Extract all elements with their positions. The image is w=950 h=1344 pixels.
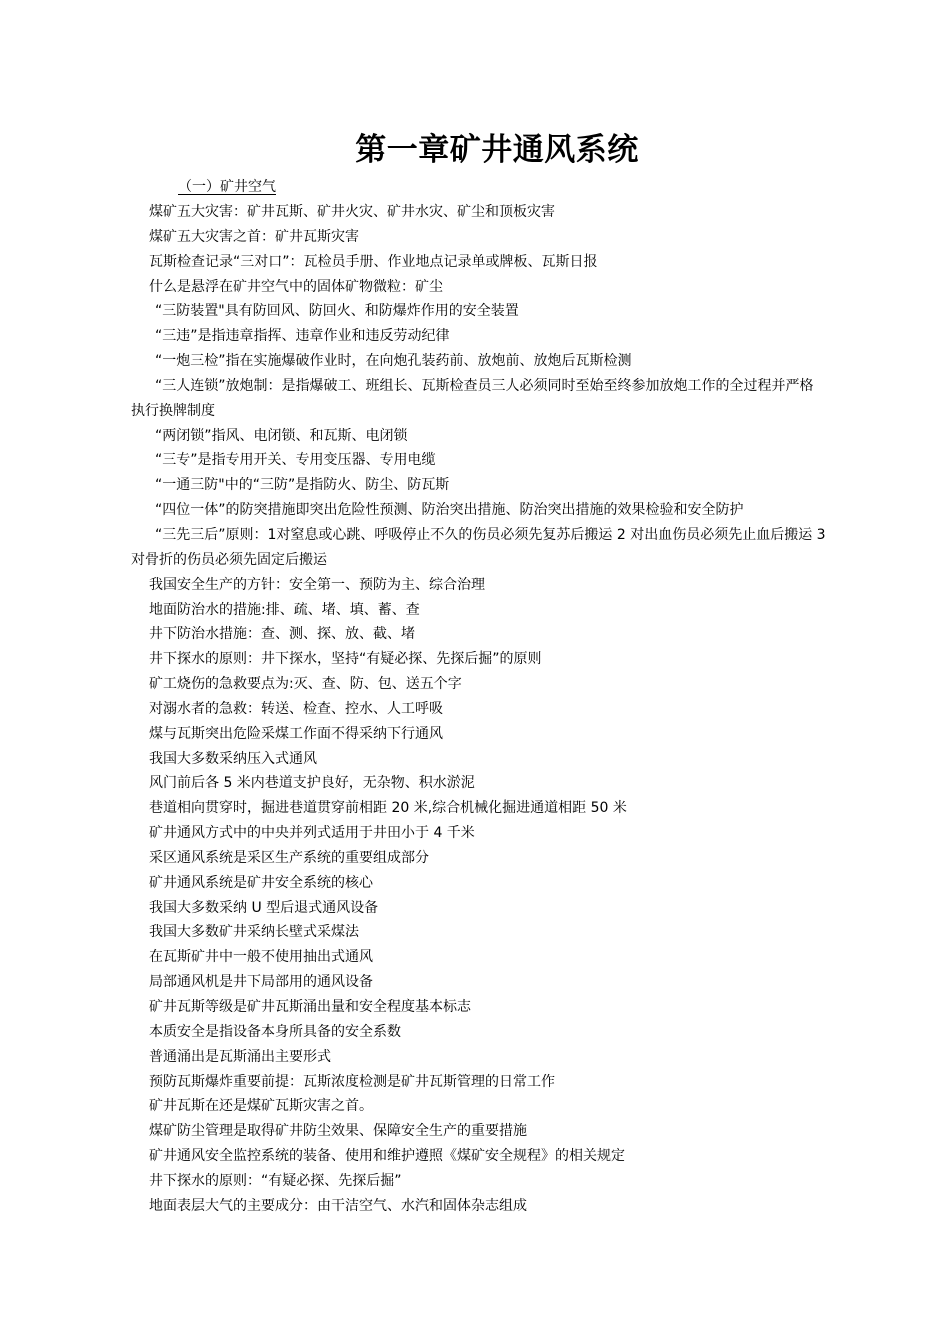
document-body	[131, 200, 826, 1219]
text-line: 在瓦斯矿井中一般不使用抽出式通风	[149, 949, 373, 966]
text-line: “四位一体”的防突措施即突出危险性预测、防治突出措施、防治突出措施的效果检验和安全防护	[155, 502, 744, 519]
text-line: “一通三防"中的“三防”是指防火、防尘、防瓦斯	[155, 477, 450, 494]
text-line: 风门前后各 5 米内巷道支护良好，无杂物、积水淤泥	[149, 775, 475, 792]
text-line: 采区通风系统是采区生产系统的重要组成部分	[149, 849, 429, 866]
text-line: 矿井瓦斯在还是煤矿瓦斯灾害之首。	[149, 1098, 373, 1115]
text-line: 局部通风机是井下局部用的通风设备	[149, 974, 373, 991]
text-line: 矿井通风方式中的中央并列式适用于井田小于 4 千米	[149, 825, 475, 842]
text-line: 矿井通风安全监控系统的装备、使用和维护遵照《煤矿安全规程》的相关规定	[149, 1148, 625, 1165]
text-line: 地面表层大气的主要成分：由干洁空气、水汽和固体杂志组成	[149, 1197, 527, 1214]
text-line: 我国大多数采纳压入式通风	[149, 750, 317, 767]
text-line: 巷道相向贯穿时，掘进巷道贯穿前相距 20 米,综合机械化掘进通道相距 50 米	[149, 800, 627, 817]
text-line: 矿工烧伤的急救要点为:灭、查、防、包、送五个字	[149, 676, 462, 693]
text-line: 矿井通风系统是矿井安全系统的核心	[149, 874, 373, 891]
section-heading: （一）矿井空气	[178, 179, 276, 195]
text-line: “两闭锁”指风、电闭锁、和瓦斯、电闭锁	[155, 427, 408, 444]
text-line: 我国安全生产的方针：安全第一、预防为主、综合治理	[149, 576, 485, 593]
text-line: 煤矿五大灾害之首：矿井瓦斯灾害	[149, 228, 359, 245]
text-line: 什么是悬浮在矿井空气中的固体矿物微粒：矿尘	[149, 278, 443, 295]
text-line: 普通涌出是瓦斯涌出主要形式	[149, 1048, 331, 1065]
page-title: 第一章矿井通风系统	[355, 132, 639, 168]
text-line: 预防瓦斯爆炸重要前提：瓦斯浓度检测是矿井瓦斯管理的日常工作	[149, 1073, 555, 1090]
text-line: 对溺水者的急救：转送、检查、控水、人工呼吸	[149, 700, 443, 717]
text-line: 矿井瓦斯等级是矿井瓦斯涌出量和安全程度基本标志	[149, 999, 471, 1015]
text-line: 本质安全是指设备本身所具备的安全系数	[149, 1023, 401, 1040]
text-line: 井下探水的原则：井下探水，坚持“有疑必探、先探后掘”的原则	[149, 651, 542, 668]
text-line: “三违”是指违章指挥、违章作业和违反劳动纪律	[155, 328, 450, 345]
text-line: 瓦斯检查记录“三对口”：瓦检员手册、作业地点记录单或牌板、瓦斯日报	[149, 253, 598, 270]
text-line: 井下探水的原则：“有疑必探、先探后掘”	[149, 1172, 402, 1189]
text-line: “三人连锁”放炮制：是指爆破工、班组长、瓦斯检查员三人必须同时至始至终参加放炮工作的全过程并严格执行换牌制度	[131, 377, 814, 419]
text-line: “一炮三检”指在实施爆破作业时，在向炮孔装药前、放炮前、放炮后瓦斯检测	[155, 353, 632, 370]
text-line: 煤与瓦斯突出危险采煤工作面不得采纳下行通风	[149, 725, 443, 742]
text-line: 地面防治水的措施:排、疏、堵、填、蓄、查	[149, 601, 420, 618]
text-line: 井下防治水措施：查、测、探、放、截、堵	[149, 626, 415, 643]
text-line: “三先三后”原则：1对窒息或心跳、呼吸停止不久的伤员必须先复苏后搬运 2 对出血伤员必须先止血后搬运 3 对骨折的伤员必须先固定后搬运	[131, 526, 826, 568]
text-line: 煤矿五大灾害：矿井瓦斯、矿井火灾、矿井水灾、矿尘和顶板灾害	[149, 204, 555, 220]
text-line: “三防装置"具有防回风、防回火、和防爆炸作用的安全装置	[155, 303, 519, 320]
text-line: “三专”是指专用开关、专用变压器、专用电缆	[155, 452, 436, 469]
text-line: 我国大多数矿井采纳长壁式采煤法	[149, 924, 359, 941]
text-line: 我国大多数采纳 U 型后退式通风设备	[149, 899, 379, 916]
text-line: 煤矿防尘管理是取得矿井防尘效果、保障安全生产的重要措施	[149, 1123, 527, 1140]
